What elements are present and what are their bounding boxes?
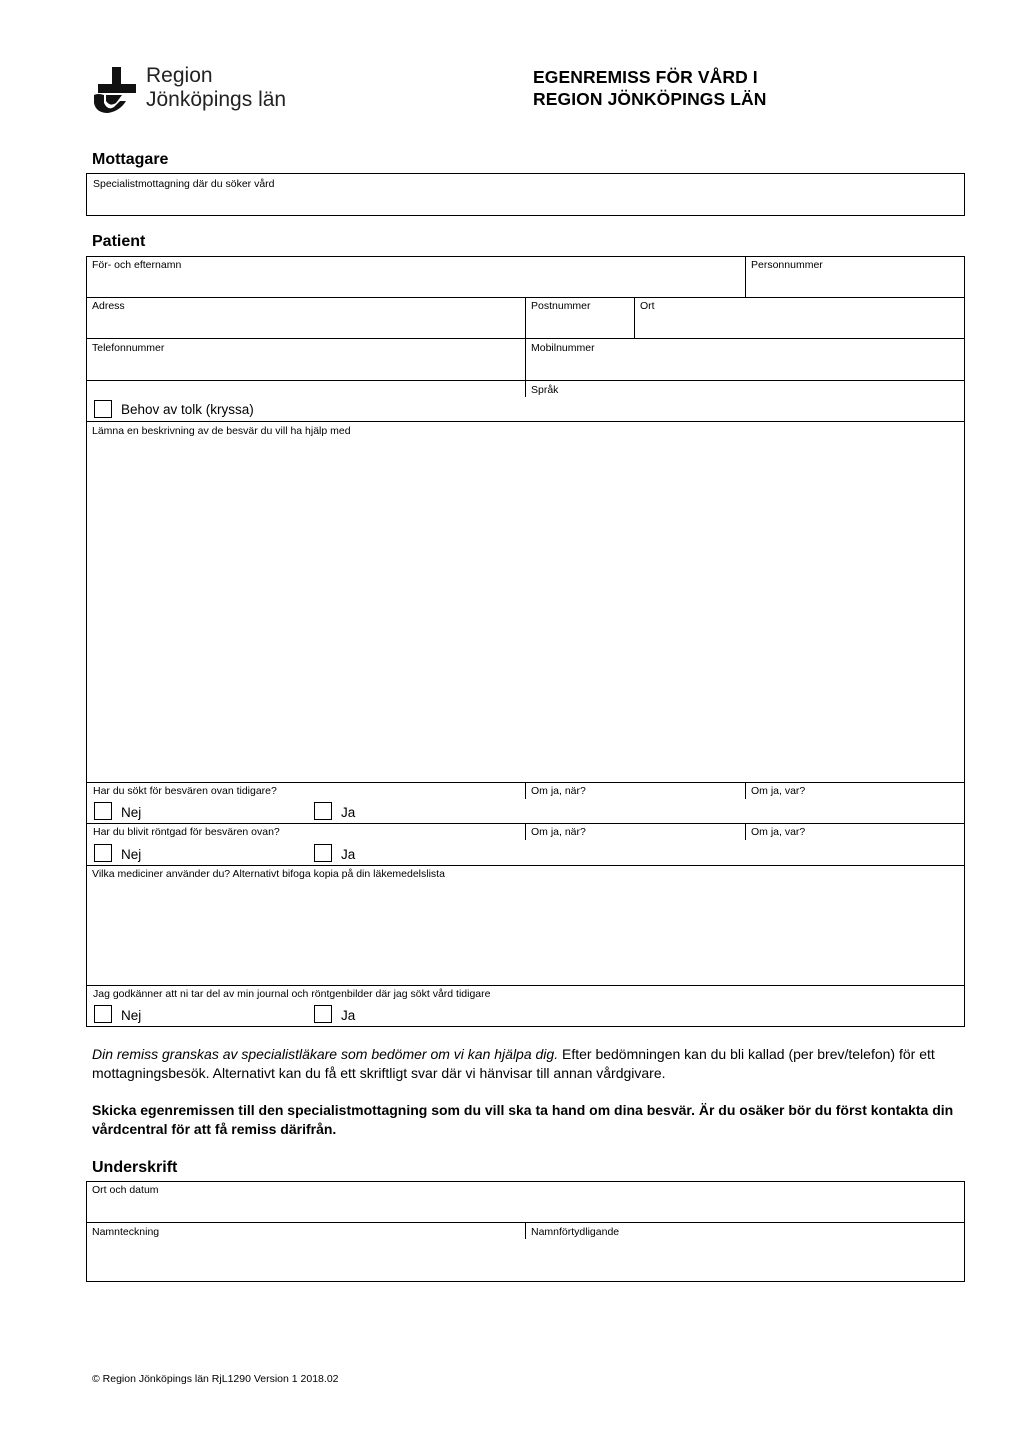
xray-yes-checkbox[interactable] xyxy=(314,844,332,862)
consent-no-checkbox[interactable] xyxy=(94,1005,112,1023)
medicines-textarea[interactable] xyxy=(87,866,964,985)
review-note xyxy=(92,1045,952,1083)
consent-yes-checkbox[interactable] xyxy=(314,1005,332,1023)
logo-line-2: Jönköpings län xyxy=(146,88,287,111)
medicines-label: Vilka mediciner använder du? Alternativt bifoga kopia på din läkemedelslista xyxy=(92,868,445,880)
col-divider xyxy=(525,823,526,840)
review-note-italic: Din remiss granskas av specialistläkare som bedömer om vi kan hjälpa dig. xyxy=(92,1046,559,1062)
col-divider xyxy=(745,782,746,799)
address-label: Adress xyxy=(92,300,125,312)
consent-label: Jag godkänner att ni tar del av min journal och röntgenbilder där jag sökt vård tidigare xyxy=(93,988,491,1000)
row-divider xyxy=(86,985,965,986)
patient-heading: Patient xyxy=(92,233,146,250)
consent-yes-label: Ja xyxy=(341,1008,356,1023)
signature-field[interactable] xyxy=(87,1223,525,1281)
personnummer-field[interactable] xyxy=(746,257,964,297)
sought-yes-checkbox[interactable] xyxy=(314,802,332,820)
city-label: Ort xyxy=(640,300,655,312)
logo-wordmark xyxy=(146,64,286,112)
interpreter-label: Behov av tolk (kryssa) xyxy=(121,402,254,417)
description-textarea[interactable] xyxy=(87,422,964,782)
address-field[interactable] xyxy=(87,298,525,338)
send-instructions: Skicka egenremissen till den specialistmottagning som du vill ska ta hand om dina besvär. Är du osäker bör du först kontakta din vårdcentral för att få remiss därifrån. xyxy=(92,1102,954,1137)
sought-where-label: Om ja, var? xyxy=(751,785,806,797)
sought-no-checkbox[interactable] xyxy=(94,802,112,820)
xray-no-checkbox[interactable] xyxy=(94,844,112,862)
interpreter-checkbox[interactable] xyxy=(94,400,112,418)
personnummer-label: Personnummer xyxy=(751,259,823,271)
phone-field[interactable] xyxy=(87,339,525,380)
phone-label: Telefonnummer xyxy=(92,342,165,354)
clinic-label: Specialistmottagning där du söker vård xyxy=(93,178,275,190)
name-clarification-label: Namnförtydligande xyxy=(531,1226,620,1238)
xray-yes-label: Ja xyxy=(341,847,356,862)
review-note-rest: Efter bedömningen kan du bli kallad (per brev/telefon) för ett mottagningsbesök. Alternativt kan du få ett skriftligt svar där vi hänvisar till annan vårdgivare. xyxy=(92,1046,935,1081)
footer: © Region Jönköpings län RjL1290 Version 1 2018.02 xyxy=(92,1373,339,1385)
description-label: Lämna en beskrivning av de besvär du vill ha hjälp med xyxy=(92,425,351,437)
name-field[interactable] xyxy=(87,257,745,297)
language-field[interactable] xyxy=(526,381,964,421)
consent-no-label: Nej xyxy=(121,1008,142,1023)
sought-no-label: Nej xyxy=(121,805,142,820)
col-divider xyxy=(745,823,746,840)
title-line-2: REGION JÖNKÖPINGS LÄN xyxy=(533,89,767,109)
mobile-label: Mobilnummer xyxy=(531,342,595,354)
place-date-field[interactable] xyxy=(87,1182,964,1222)
xray-no-label: Nej xyxy=(121,847,142,862)
sought-label: Har du sökt för besvären ovan tidigare? xyxy=(93,785,277,797)
name-label: För- och efternamn xyxy=(92,259,182,271)
name-clarification-field[interactable] xyxy=(526,1223,964,1281)
language-label: Språk xyxy=(531,384,559,396)
region-cross-icon xyxy=(92,67,138,113)
xray-label: Har du blivit röntgad för besvären ovan? xyxy=(93,826,280,838)
recipient-heading: Mottagare xyxy=(92,151,169,168)
logo-line-1: Region xyxy=(146,64,213,87)
sought-when-label: Om ja, när? xyxy=(531,785,586,797)
postnummer-field[interactable] xyxy=(526,298,634,338)
place-date-label: Ort och datum xyxy=(92,1184,159,1196)
region-logo xyxy=(92,64,312,118)
xray-when-label: Om ja, när? xyxy=(531,826,586,838)
mobile-field[interactable] xyxy=(526,339,964,380)
city-field[interactable] xyxy=(635,298,964,338)
sought-yes-label: Ja xyxy=(341,805,356,820)
col-divider xyxy=(525,782,526,799)
xray-where-label: Om ja, var? xyxy=(751,826,806,838)
signature-label: Namnteckning xyxy=(92,1226,160,1238)
document-title xyxy=(533,66,767,110)
signature-heading: Underskrift xyxy=(92,1159,178,1176)
title-line-1: EGENREMISS FÖR VÅRD I xyxy=(533,67,758,87)
postnummer-label: Postnummer xyxy=(531,300,591,312)
clinic-field[interactable] xyxy=(86,173,965,216)
